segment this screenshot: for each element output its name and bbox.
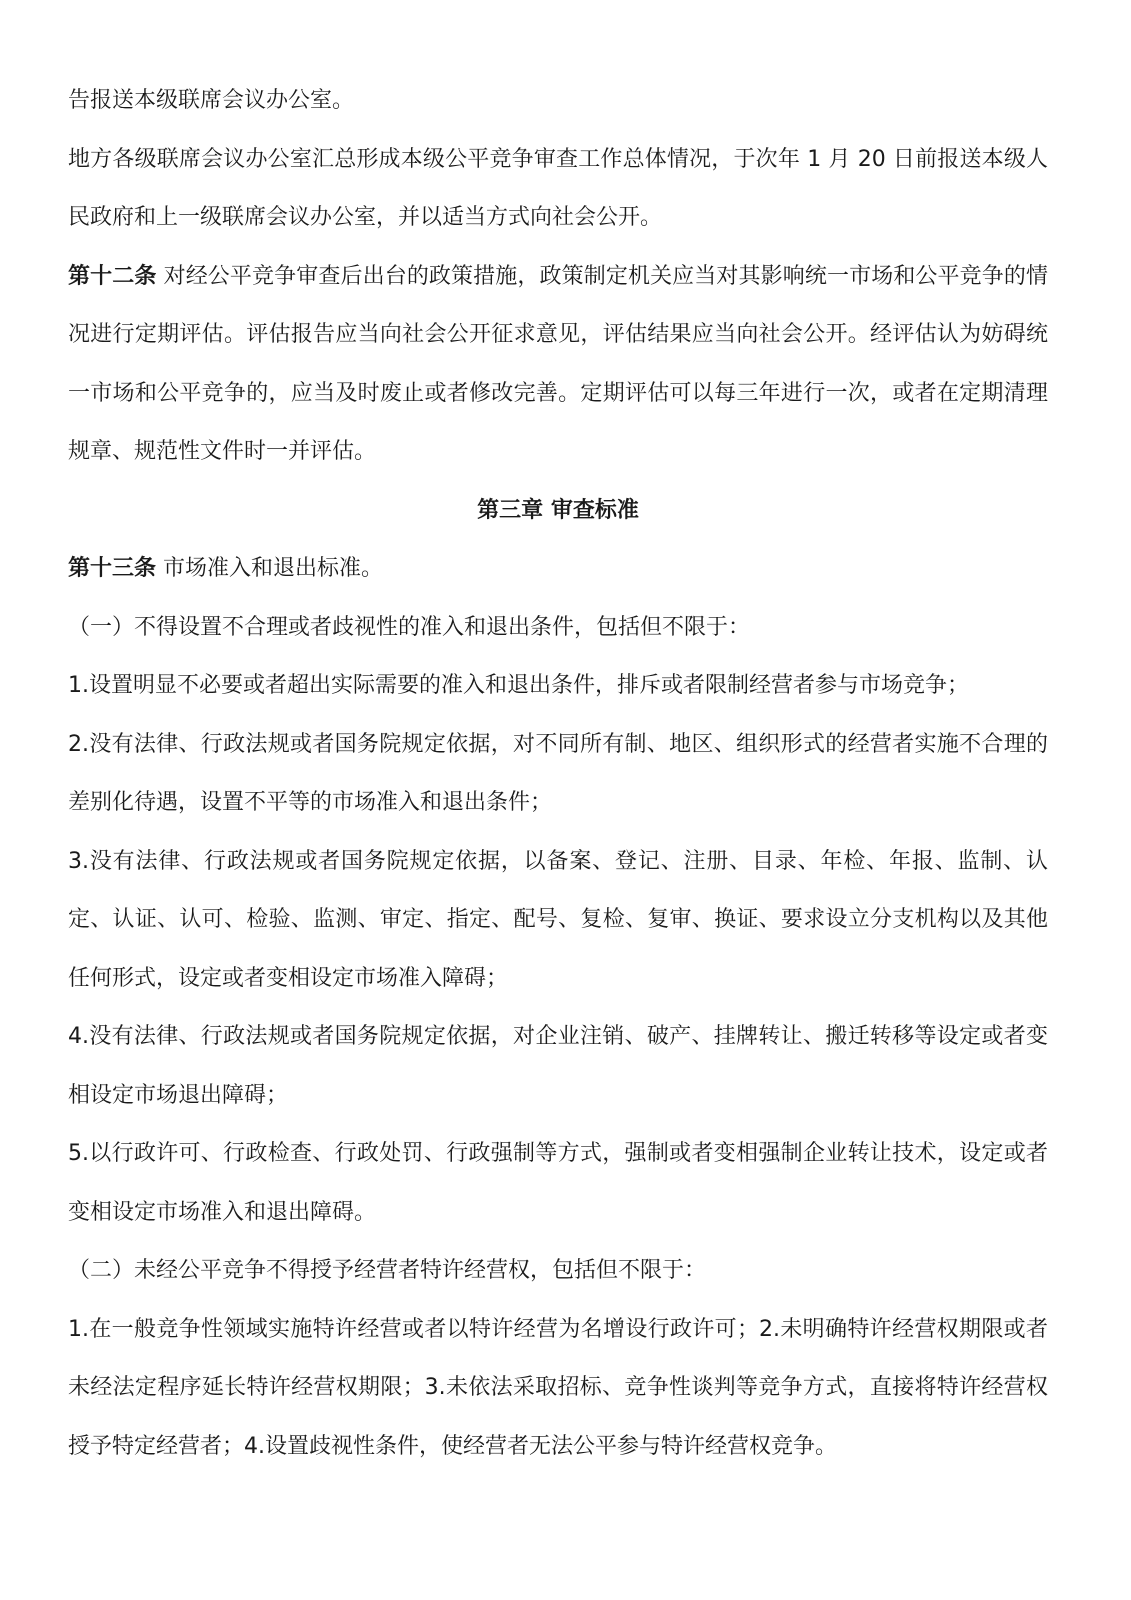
clause-item	[68, 1008, 1048, 1125]
article-13	[68, 540, 1048, 599]
clause-2-heading	[68, 1242, 1048, 1301]
paragraph-report-submission	[68, 72, 1048, 131]
document-page	[68, 72, 1048, 1476]
clause-item	[68, 716, 1048, 833]
clause-text: 1.设置明显不必要或者超出实际需要的准入和退出条件，排斥或者限制经营者参与市场竞争；	[68, 673, 969, 698]
chapter-title: 第三章 审查标准	[477, 497, 639, 523]
article-text: 对经公平竞争审查后出台的政策措施，政策制定机关应当对其影响统一市场和公平竞争的情况进行定期评估。评估报告应当向社会公开征求意见，评估结果应当向社会公开。经评估认为妨碍统一市场和公平竞争的，应当及时废止或者修改完善。定期评估可以每三年进行一次，或者在定期清理规章、规范性文件时一并评估。	[68, 263, 1048, 464]
clause-text: 4.没有法律、行政法规或者国务院规定依据，对企业注销、破产、挂牌转让、搬迁转移等设定或者变相设定市场退出障碍；	[68, 1024, 1048, 1108]
article-text: 市场准入和退出标准。	[156, 556, 384, 581]
clause-item	[68, 1301, 1048, 1477]
clause-text: （二）未经公平竞争不得授予经营者特许经营权，包括但不限于：	[68, 1258, 707, 1283]
clause-text: （一）不得设置不合理或者歧视性的准入和退出条件，包括但不限于：	[68, 614, 751, 640]
clause-item	[68, 657, 1048, 716]
paragraph-office-summary	[68, 131, 1048, 248]
clause-text: 2.没有法律、行政法规或者国务院规定依据，对不同所有制、地区、组织形式的经营者实施不合理的差别化待遇，设置不平等的市场准入和退出条件；	[68, 731, 1048, 815]
clause-item	[68, 1125, 1048, 1242]
clause-1-heading	[68, 599, 1048, 658]
article-number: 第十二条	[68, 263, 157, 289]
paragraph-text: 告报送本级联席会议办公室。	[68, 88, 355, 113]
clause-item	[68, 833, 1048, 1009]
clause-text: 5.以行政许可、行政检查、行政处罚、行政强制等方式，强制或者变相强制企业转让技术，设定或者变相设定市场准入和退出障碍。	[68, 1141, 1048, 1225]
clause-text: 3.没有法律、行政法规或者国务院规定依据，以备案、登记、注册、目录、年检、年报、监制、认定、认证、认可、检验、监测、审定、指定、配号、复检、复审、换证、要求设立分支机构以及其他任何形式，设定或者变相设定市场准入障碍；	[68, 848, 1048, 991]
article-number: 第十三条	[68, 556, 157, 581]
article-12	[68, 248, 1048, 482]
paragraph-text: 地方各级联席会议办公室汇总形成本级公平竞争审查工作总体情况，于次年 1 月 20 日前报送本级人民政府和上一级联席会议办公室，并以适当方式向社会公开。	[68, 146, 1048, 230]
clause-text: 1.在一般竞争性领域实施特许经营或者以特许经营为名增设行政许可；2.未明确特许经营权期限或者未经法定程序延长特许经营权期限；3.未依法采取招标、竞争性谈判等竞争方式，直接将特许经营权授予特定经营者；4.设置歧视性条件，使经营者无法公平参与特许经营权竞争。	[68, 1316, 1048, 1459]
